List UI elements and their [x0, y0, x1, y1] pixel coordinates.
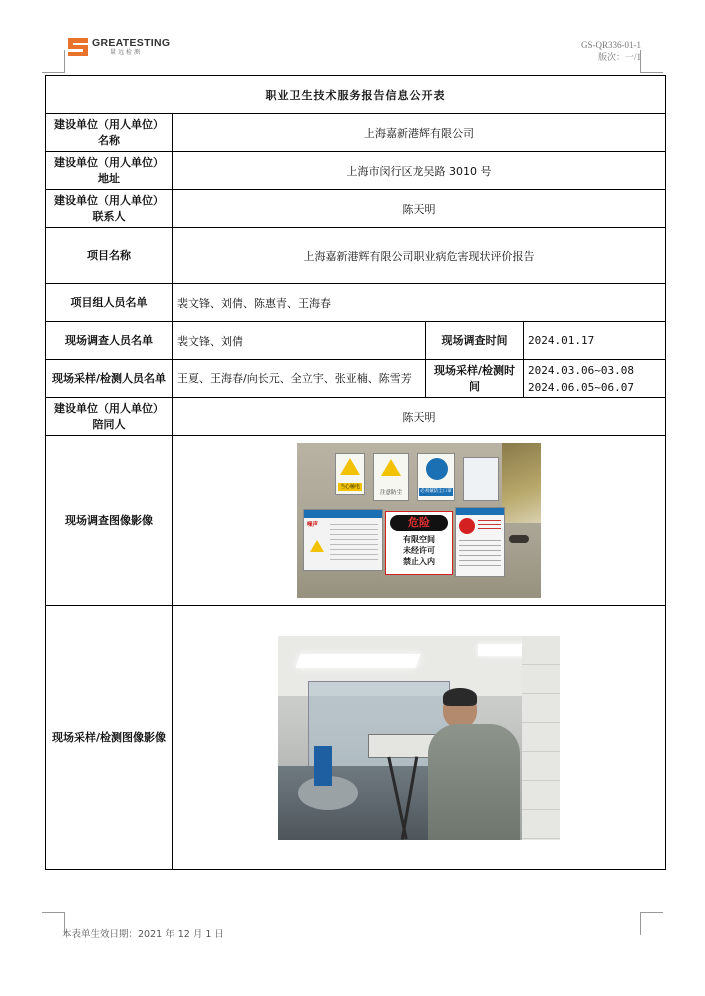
noise-text: 噪声: [307, 522, 319, 528]
board-header: [456, 508, 504, 515]
survey-time-value: 2024.01.17: [524, 322, 666, 360]
sampling-time-value: [524, 360, 666, 398]
survey-staff-label: 现场调查人员名单: [46, 322, 173, 360]
sign3-text: 必须戴防尘口罩: [420, 489, 452, 494]
ceiling-light-1: [295, 654, 420, 668]
noise-board-header: [304, 510, 382, 518]
accompany-label: 建设单位（用人单位）陪同人: [46, 398, 173, 436]
document-code: GS-QR336-01-1: [581, 40, 641, 50]
sampling-staff-label: 现场采样/检测人员名单: [46, 360, 173, 398]
sampling-photo-label: 现场采样/检测图像影像: [46, 606, 173, 870]
sign-dust: [373, 453, 409, 501]
sign2-text: 注意防尘: [379, 490, 402, 496]
tiled-wall: [522, 636, 560, 840]
footer-effective-date: 本表单生效日期：2021 年 12 月 1 日: [62, 929, 224, 940]
document-id-block: [581, 39, 641, 63]
noise-board: [303, 509, 383, 571]
logo-text-cn: 量远检测: [110, 48, 143, 56]
sampling-staff-value: 王夏、王海春/向长元、全立宇、张亚楠、陈雪芳: [173, 360, 426, 398]
warning-triangle-icon: [340, 458, 360, 475]
noise-board-lines: [330, 524, 378, 564]
noise-warning-icon: [310, 540, 324, 552]
mask-mandatory-icon: [426, 458, 448, 480]
survey-photo: [297, 443, 541, 598]
sign-electric-shock: [335, 453, 365, 495]
danger-text-3: 禁止入内: [403, 557, 435, 566]
wall-pipe: [509, 535, 529, 543]
survey-photo-cell: [173, 436, 666, 606]
unit-address-label: 建设单位（用人单位）地址: [46, 152, 173, 190]
unit-name-value: 上海嘉新港辉有限公司: [173, 114, 666, 152]
danger-title: 危险: [390, 515, 448, 531]
unit-name-label: 建设单位（用人单位）名称: [46, 114, 173, 152]
logo-s-icon: [68, 38, 88, 56]
project-name-label: 项目名称: [46, 228, 173, 284]
sampling-photo: [278, 636, 560, 840]
crop-mark-top-left: [42, 50, 65, 73]
board-red-lines: [478, 520, 501, 532]
document-version: 版次：一/1: [597, 52, 641, 62]
blue-machine: [314, 746, 332, 786]
survey-staff-value: 裴文锋、刘倩: [173, 322, 426, 360]
person-body: [428, 724, 520, 840]
board-text-lines: [459, 540, 501, 570]
confined-space-board: [455, 507, 505, 577]
info-board: [463, 457, 499, 501]
accompany-value: 陈天明: [173, 398, 666, 436]
unit-contact-value: 陈天明: [173, 190, 666, 228]
crop-mark-top-right: [640, 50, 663, 73]
info-disclosure-table: [45, 75, 666, 870]
company-logo: [68, 38, 170, 56]
danger-text: [388, 534, 450, 567]
project-team-label: 项目组人员名单: [46, 284, 173, 322]
sampling-time-1: 2024.03.06~03.08: [528, 363, 634, 377]
survey-photo-label: 现场调查图像影像: [46, 436, 173, 606]
danger-sign: [385, 511, 453, 575]
prohibit-icon: [459, 518, 475, 534]
project-team-value: 裴文锋、刘倩、陈惠青、王海春: [173, 284, 666, 322]
sampling-time-2: 2024.06.05~06.07: [528, 380, 634, 394]
dust-warning-icon: [381, 459, 401, 476]
sampling-photo-cell: [173, 606, 666, 870]
sign1-text: 当心触电: [339, 484, 360, 490]
unit-contact-label: 建设单位（用人单位）联系人: [46, 190, 173, 228]
project-name-value: 上海嘉新港辉有限公司职业病危害现状评价报告: [173, 228, 666, 284]
table-title: 职业卫生技术服务报告信息公开表: [46, 76, 666, 114]
logo-text-en: GREATESTING: [92, 37, 171, 50]
person-hair: [443, 688, 477, 706]
plant-foliage: [502, 443, 541, 523]
sign-mask: [417, 453, 455, 501]
sampling-time-label: 现场采样/检测时间: [426, 360, 524, 398]
danger-text-1: 有限空间: [403, 535, 435, 544]
danger-text-2: 未经许可: [403, 546, 435, 555]
crop-mark-bottom-right: [640, 912, 663, 935]
unit-address-value: 上海市闵行区龙吴路 3010 号: [173, 152, 666, 190]
survey-time-label: 现场调查时间: [426, 322, 524, 360]
